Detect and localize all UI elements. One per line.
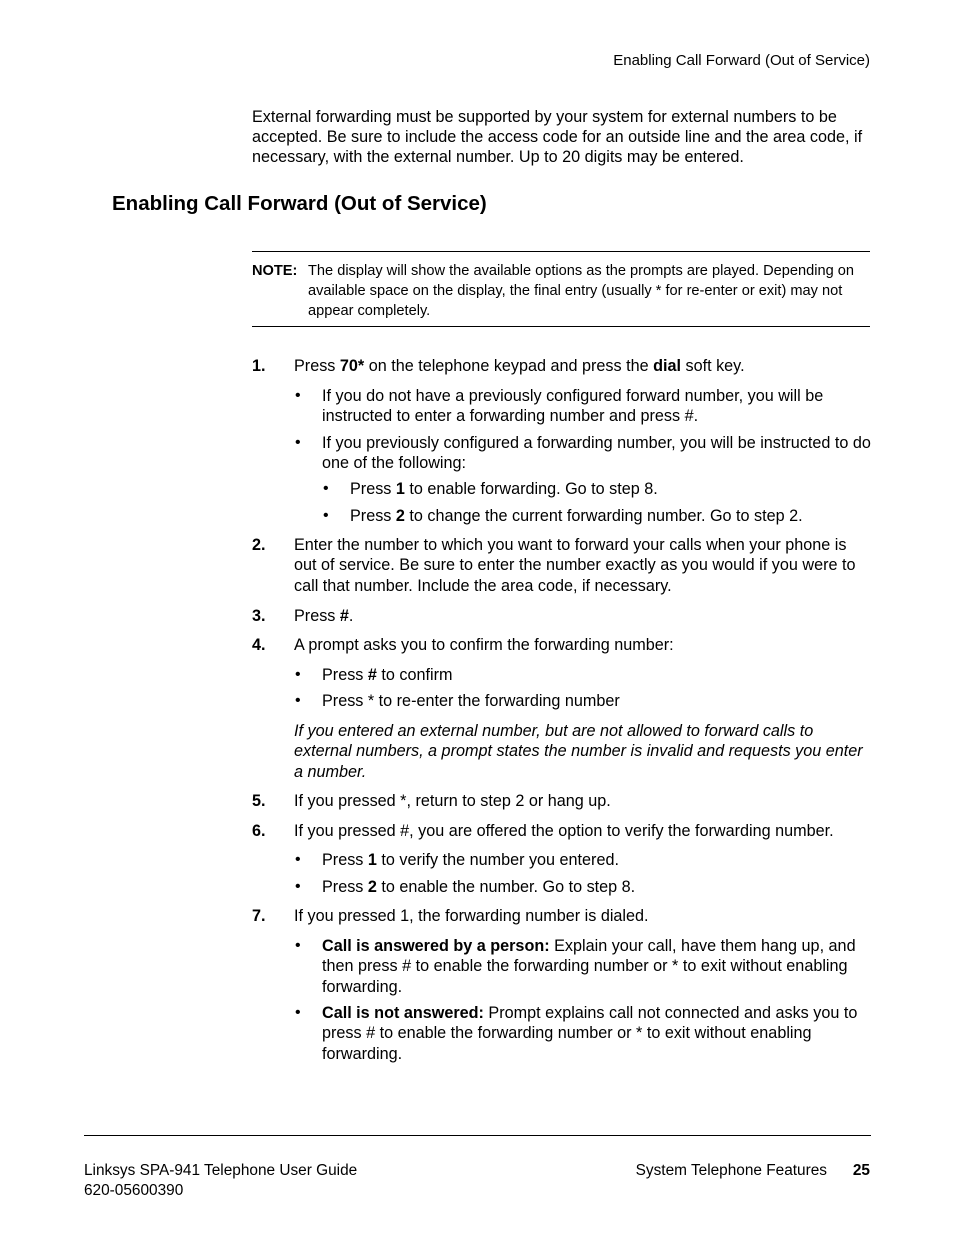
step-number: 1.	[252, 357, 266, 375]
list-item: Press 2 to change the current forwarding number. Go to step 2.	[350, 507, 803, 525]
footer-section: System Telephone Features	[635, 1162, 827, 1179]
bullet-icon: •	[323, 480, 329, 497]
bullet-icon: •	[295, 692, 301, 709]
list-item: Press 2 to enable the number. Go to step 8.	[322, 878, 636, 896]
step-text: If you pressed 1, the forwarding number is dialed.	[294, 907, 649, 925]
bullet-icon: •	[295, 666, 301, 683]
step-text: A prompt asks you to confirm the forwarding number:	[294, 636, 674, 654]
note-bottom-rule	[252, 326, 870, 327]
footer-rule	[84, 1135, 871, 1136]
note-text: The display will show the available options as the prompts are played. Depending on available space on the display, the final entry (usually * for re-enter or exit) may not appear completely.	[308, 263, 854, 319]
list-item: If you previously configured a forwarding number, you will be instructed to do one of the following:	[322, 434, 871, 473]
step-text: If you pressed #, you are offered the option to verify the forwarding number.	[294, 822, 834, 840]
footer-doc-number: 620-05600390	[84, 1182, 184, 1199]
step-number: 4.	[252, 636, 266, 654]
step-text: Press 70* on the telephone keypad and press the dial soft key.	[294, 357, 745, 375]
step-number: 7.	[252, 907, 266, 925]
list-item: Call is answered by a person: Explain your call, have them hang up, and then press # to enable the forwarding number or * to exit without enabling forwarding.	[322, 937, 856, 996]
footer-title: Linksys SPA-941 Telephone User Guide	[84, 1162, 358, 1179]
list-item: If you do not have a previously configured forward number, you will be instructed to enter a forwarding number and press #.	[322, 387, 824, 426]
step-number: 3.	[252, 607, 266, 625]
step-number: 5.	[252, 792, 266, 810]
step-note: If you entered an external number, but are not allowed to forward calls to external numbers, a prompt states the number is invalid and requests you enter a number.	[294, 722, 863, 781]
running-head: Enabling Call Forward (Out of Service)	[613, 52, 870, 69]
bullet-icon: •	[295, 851, 301, 868]
note-label: NOTE:	[252, 263, 298, 279]
bullet-icon: •	[295, 387, 301, 404]
list-item: Press 1 to enable forwarding. Go to step 8.	[350, 480, 658, 498]
bullet-icon: •	[295, 878, 301, 895]
bullet-icon: •	[295, 1004, 301, 1021]
section-heading: Enabling Call Forward (Out of Service)	[112, 192, 487, 215]
bullet-icon: •	[323, 507, 329, 524]
intro-paragraph: External forwarding must be supported by your system for external numbers to be accepted. Be sure to include the access code for an outside line and the area code, if necessary, with the external number. Up to 20 digits may be entered.	[252, 108, 863, 167]
list-item: Press 1 to verify the number you entered.	[322, 851, 619, 869]
step-number: 6.	[252, 822, 266, 840]
bullet-icon: •	[295, 937, 301, 954]
list-item: Press * to re-enter the forwarding number	[322, 692, 620, 710]
bullet-icon: •	[295, 434, 301, 451]
note-top-rule	[252, 251, 870, 252]
step-text: Press #.	[294, 607, 354, 625]
page-number: 25	[852, 1162, 870, 1179]
list-item: Call is not answered: Prompt explains call not connected and asks you to press # to enable the forwarding number or * to exit without enabling forwarding.	[322, 1004, 858, 1063]
step-number: 2.	[252, 536, 266, 554]
list-item: Press # to confirm	[322, 666, 453, 684]
step-text: Enter the number to which you want to forward your calls when your phone is out of service. Be sure to enter the number exactly as you would if you were to call that number. Include the area code, if necessary.	[294, 536, 856, 595]
step-text: If you pressed *, return to step 2 or hang up.	[294, 792, 611, 810]
